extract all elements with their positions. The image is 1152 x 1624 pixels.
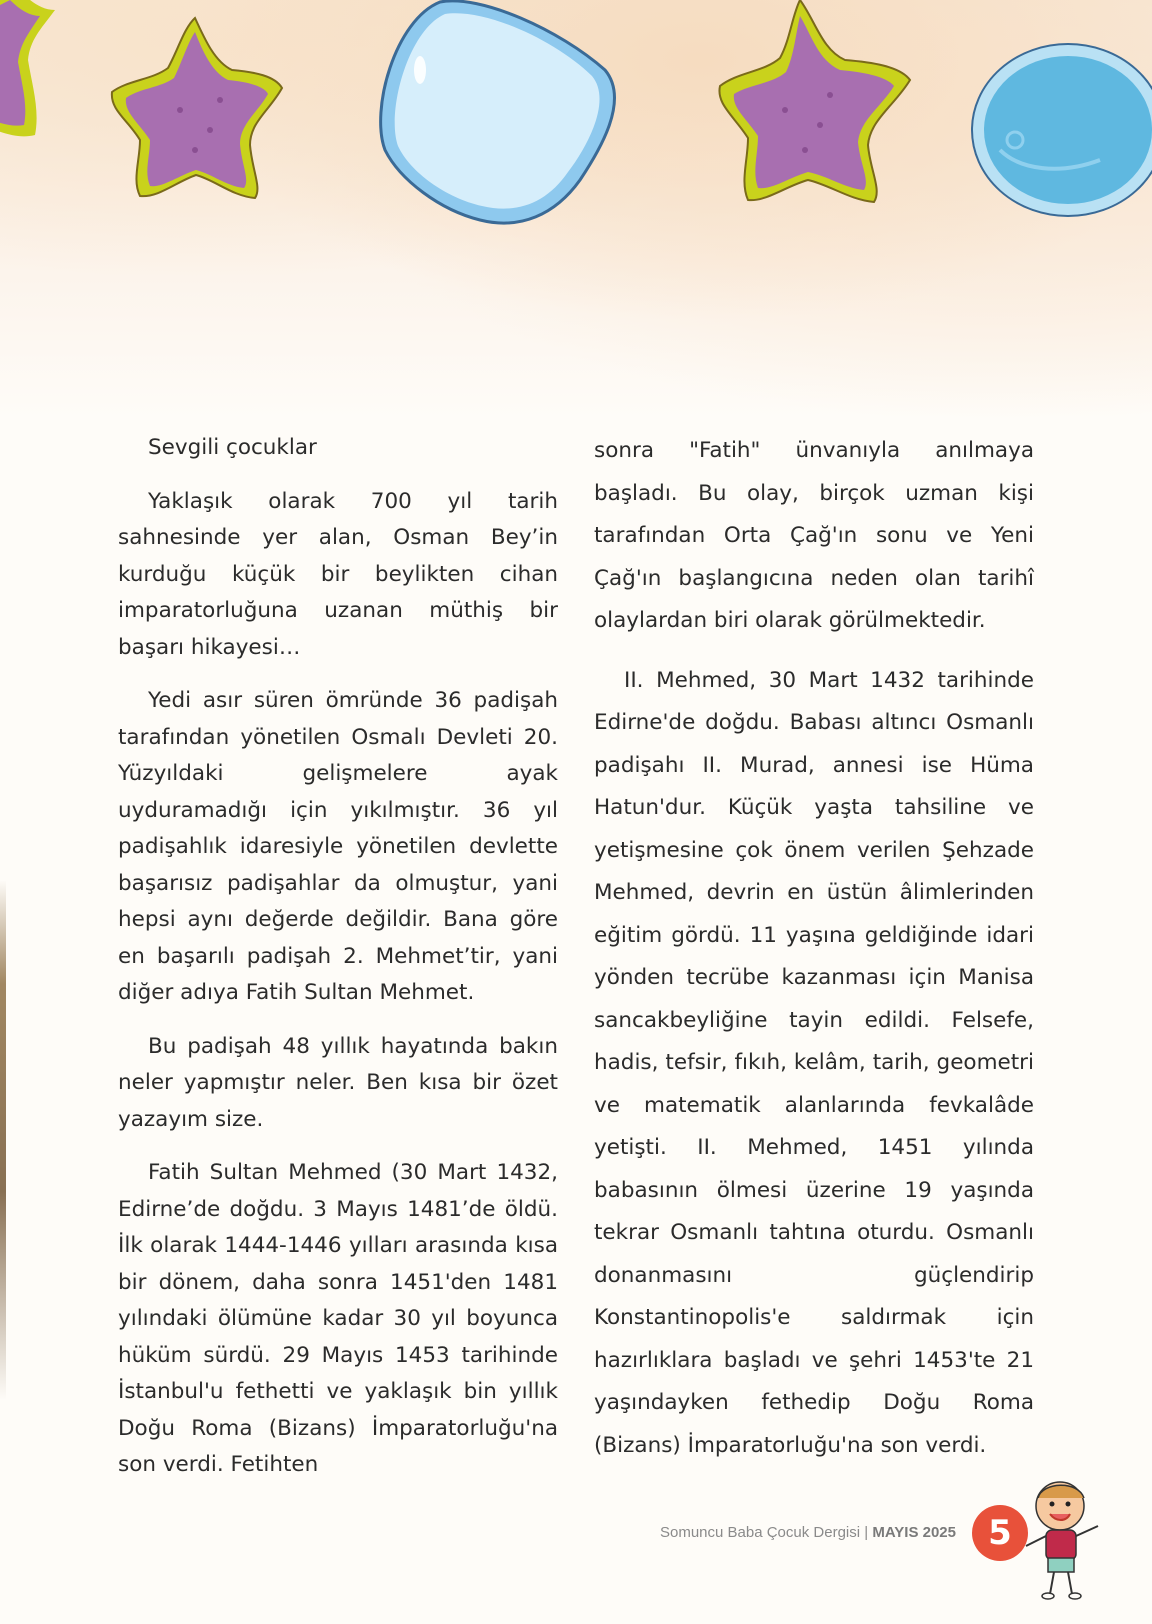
star-decoration-1 <box>0 0 55 136</box>
issue-month: MAYIS 2025 <box>872 1524 956 1541</box>
body-paragraph: Fatih Sultan Mehmed (30 Mart 1432, Edirne’de doğdu. 3 Mayıs 1481’de öldü. İlk olarak 1444-1446 yılları arasında kısa bir dönem, daha sonra 1451'den 1481 yılındaki ölümüne kadar 30 yıl boyunca hüküm sürdü. 29 Mayıs 1453 tarihinde İstanbul'u fethetti ve yaklaşık bin yıllık Doğu Roma (Bizans) İmparatorluğu'na son verdi. Fetihten <box>118 1160 558 1477</box>
page-edge-shadow <box>0 880 6 1400</box>
body-paragraph: II. Mehmed, 30 Mart 1432 tarihinde Edirne'de doğdu. Babası altıncı Osmanlı padişahı II. Murad, annesi ise Hüma Hatun'dur. Küçük yaşta tahsiline ve yetişmesine çok önem verilen Şehzade Mehmed, devrin en üstün âlimlerinden eğitim gördü. 11 yaşına geldiğinde idari yönden tecrübe kazanması için Manisa sancakbeyliğine tayin edildi. Felsefe, hadis, tefsir, fıkıh, kelâm, tarih, geometri ve matematik alanlarında fevkalâde yetişti. II. Mehmed, 1451 yılında babasının ölmesi üzerine 19 yaşında tekrar Osmanlı tahtına oturdu. Osmanlı donanmasını güçlendirip Konstantinopolis'e saldırmak için hazırlıklara başladı ve şehri 1453'te 21 yaşındayken fethedip Doğu Roma (Bizans) İmparatorluğu'na son verdi. <box>594 667 1034 1458</box>
body-paragraph: Yedi asır süren ömründe 36 padişah tarafından yönetilen Osmalı Devleti 20. Yüzyıldaki gelişmelere ayak uyduramadığı için yıkılmıştır. 36 yıl padişahlık idaresiyle yönetilen devlette başarısız padişahlar da olmuştur, yani hepsi aynı değerde değildir. Bana göre en başarılı padişah 2. Mehmet’tir, yani diğer adıya Fatih Sultan Mehmet. <box>118 688 558 1005</box>
bubble-decoration-2 <box>972 44 1152 216</box>
page-number: 5 <box>972 1505 1028 1561</box>
bubble-decoration-1 <box>381 1 615 223</box>
body-paragraph-continued: sonra "Fatih" ünvanıyla anılmaya başladı. Bu olay, birçok uzman kişi tarafından Orta Çağ'ın sonu ve Yeni Çağ'ın başlangıcına neden olan tarihî olaylardan biri olarak görülmektedir. <box>594 438 1034 633</box>
body-paragraph: Yaklaşık olarak 700 yıl tarih sahnesinde yer alan, Osman Bey’in kurduğu küçük bir beylikten cihan imparatorluğuna uzanan müthiş bir başarı hikayesi… <box>118 488 558 660</box>
article-right-column <box>594 430 1034 1484</box>
magazine-name: Somuncu Baba Çocuk Dergisi | <box>659 1524 873 1541</box>
article-left-column <box>118 430 558 1501</box>
greeting-paragraph: Sevgili çocuklar <box>148 435 317 460</box>
page-footer <box>600 1524 956 1541</box>
child-mascot-icon <box>1020 1476 1130 1604</box>
header-decorations <box>0 0 1152 240</box>
star-decoration-2 <box>112 18 282 198</box>
star-decoration-3 <box>719 0 910 202</box>
body-paragraph: Bu padişah 48 yıllık hayatında bakın neler yapmıştır neler. Ben kısa bir özet yazayım size. <box>118 1033 558 1132</box>
